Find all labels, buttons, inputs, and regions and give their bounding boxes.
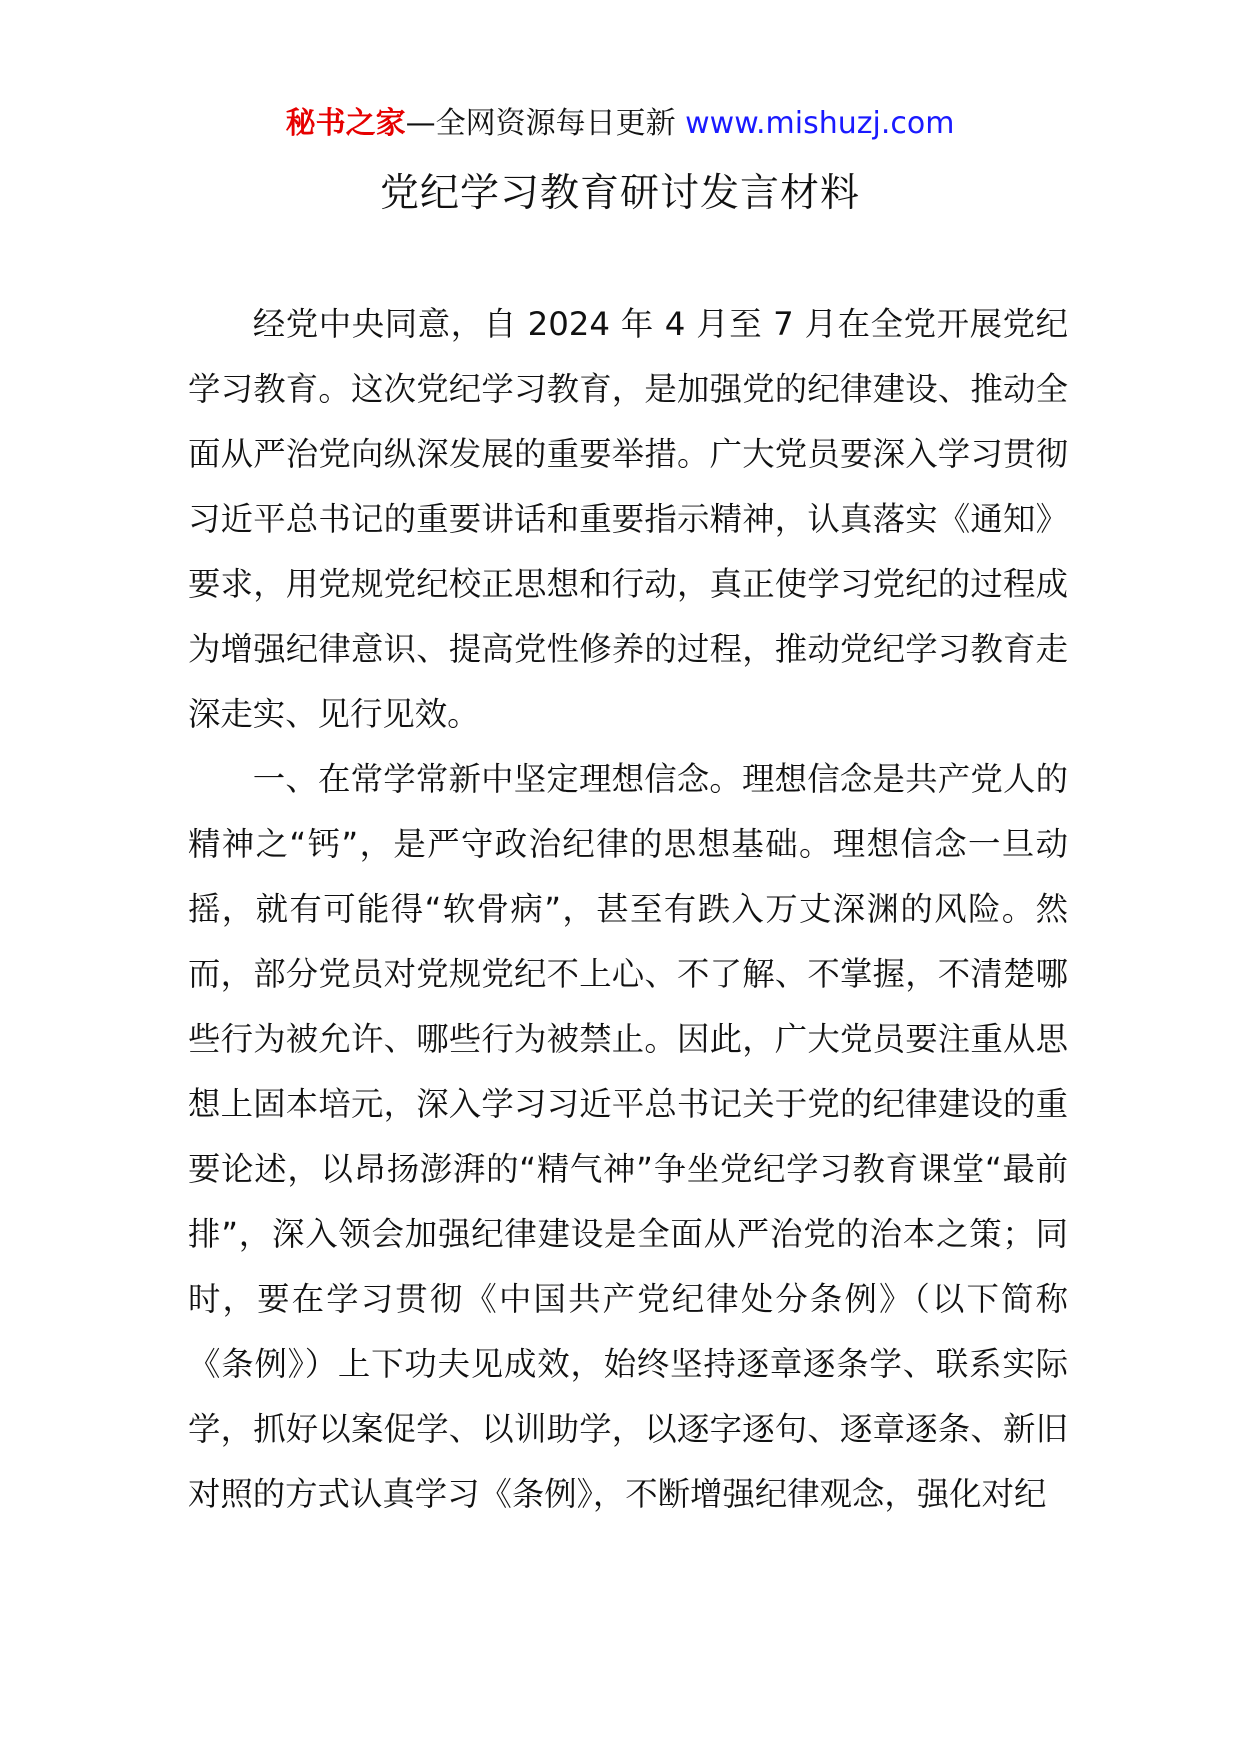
brand-name: 秘书之家 bbox=[285, 106, 406, 141]
paragraph-intro: 经党中央同意，自 2024 年 4 月至 7 月在全党开展党纪学习教育。这次党纪学习教育，是加强党的纪律建设、推动全面从严治党向纵深发展的重要举措。广大党员要深入学习贯彻习近平总书记的重要讲话和重要指示精神，认真落实《通知》要求，用党规党纪校正思想和行动，真正使学习党纪的过程成为增强纪律意识、提高党性修养的过程，推动党纪学习教育走深走实、见行见效。 bbox=[188, 305, 1068, 733]
banner-slogan: —全网资源每日更新 bbox=[405, 106, 676, 141]
document-body bbox=[188, 292, 1068, 1527]
document-title: 党纪学习教育研讨发言材料 bbox=[379, 171, 860, 216]
website-link[interactable]: www.mishuzj.com bbox=[685, 106, 955, 141]
paragraph-section-one: 一、在常学常新中坚定理想信念。理想信念是共产党人的精神之“钙”，是严守政治纪律的思想基础。理想信念一旦动摇，就有可能得“软骨病”，甚至有跌入万丈深渊的风险。然而，部分党员对党规党纪不上心、不了解、不掌握，不清楚哪些行为被允许、哪些行为被禁止。因此，广大党员要注重从思想上固本培元，深入学习习近平总书记关于党的纪律建设的重要论述，以昂扬澎湃的“精气神”争坐党纪学习教育课堂“最前排”，深入领会加强纪律建设是全面从严治党的治本之策；同时，要在学习贯彻《中国共产党纪律处分条例》（以下简称《条例》）上下功夫见成效，始终坚持逐章逐条学、联系实际学，抓好以案促学、以训助学，以逐字逐句、逐章逐条、新旧对照的方式认真学习《条例》，不断增强纪律观念，强化对纪 bbox=[188, 760, 1068, 1513]
source-banner bbox=[0, 100, 1240, 148]
